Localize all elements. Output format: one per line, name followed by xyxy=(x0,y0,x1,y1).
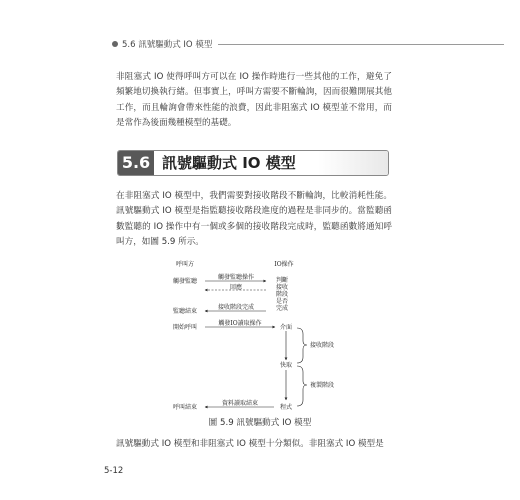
io-header: IO操作 xyxy=(274,261,294,268)
polling-line: 階段 xyxy=(275,291,288,298)
page-number: 5-12 xyxy=(104,466,124,476)
arrow-label-data-read-end: 資料讀取結束 xyxy=(221,400,259,407)
caller-step-call-end: 呼叫結束 xyxy=(172,404,198,411)
io-step-fast: 快取 xyxy=(279,362,293,369)
figure-caption: 圖 5.9 訊號驅動式 IO 模型 xyxy=(208,418,312,428)
phase-copy: 複製階段 xyxy=(310,382,335,389)
caller-step-listen-end: 監聽結束 xyxy=(172,308,198,315)
copy-phase-brace xyxy=(297,366,307,406)
polling-line: 完成 xyxy=(275,305,288,312)
section-title: 訊號驅動式 IO 模型 xyxy=(162,154,296,172)
polling-line: 判斷 xyxy=(275,277,288,284)
running-header-title: 5.6 訊號驅動式 IO 模型 xyxy=(122,40,213,50)
caller-step-start-listen: 觸發監聽 xyxy=(172,278,198,285)
polling-line: 接收 xyxy=(275,284,288,291)
io-step-program: 程式 xyxy=(279,404,293,411)
phase-receive: 接收階段 xyxy=(310,342,335,349)
body-paragraph: 在非阻塞式 IO 模型中，我們需要對接收階段不斷輪詢，比較消耗性能。訊號驅動式 IO 模型是指監聽接收階段進度的過程是非同步的。當監聽函數監聽的 IO 操作中有一個或多個的接收階段完成時，監聽函數將通知呼叫方，如圖 5.9 所示。 xyxy=(116,191,392,247)
closing-paragraph: 訊號驅動式 IO 模型和非阻塞式 IO 模型十分類似。非阻塞式 IO 模型是 xyxy=(116,439,384,449)
receive-phase-brace xyxy=(297,328,307,363)
polling-check-label xyxy=(270,277,294,312)
polling-line: 是否 xyxy=(275,298,288,305)
io-step-block: 介面 xyxy=(279,324,293,331)
intro-paragraph: 非阻塞式 IO 使得呼叫方可以在 IO 操作時進行一些其他的工作，避免了頻繁地切換執行緒。但事實上，呼叫方需要不斷輪詢，因而很難開展其他工作，而且輪詢會帶來性能的浪費，因此非阻塞式 IO 模型並不常用，而是常作為後面幾種模型的基礎。 xyxy=(116,72,392,128)
arrow-label-recv-done: 接收階段完成 xyxy=(217,304,255,311)
caller-header: 呼叫方 xyxy=(175,261,195,268)
section-number: 5.6 xyxy=(118,151,154,175)
caller-step-start-call: 開始呼叫 xyxy=(172,324,198,331)
arrow-label-return: 回應 xyxy=(229,284,243,291)
arrow-label-trigger-read: 觸發IO讀取操作 xyxy=(218,320,262,327)
arrow-label-trigger-listen: 觸發監聽操作 xyxy=(217,274,255,281)
